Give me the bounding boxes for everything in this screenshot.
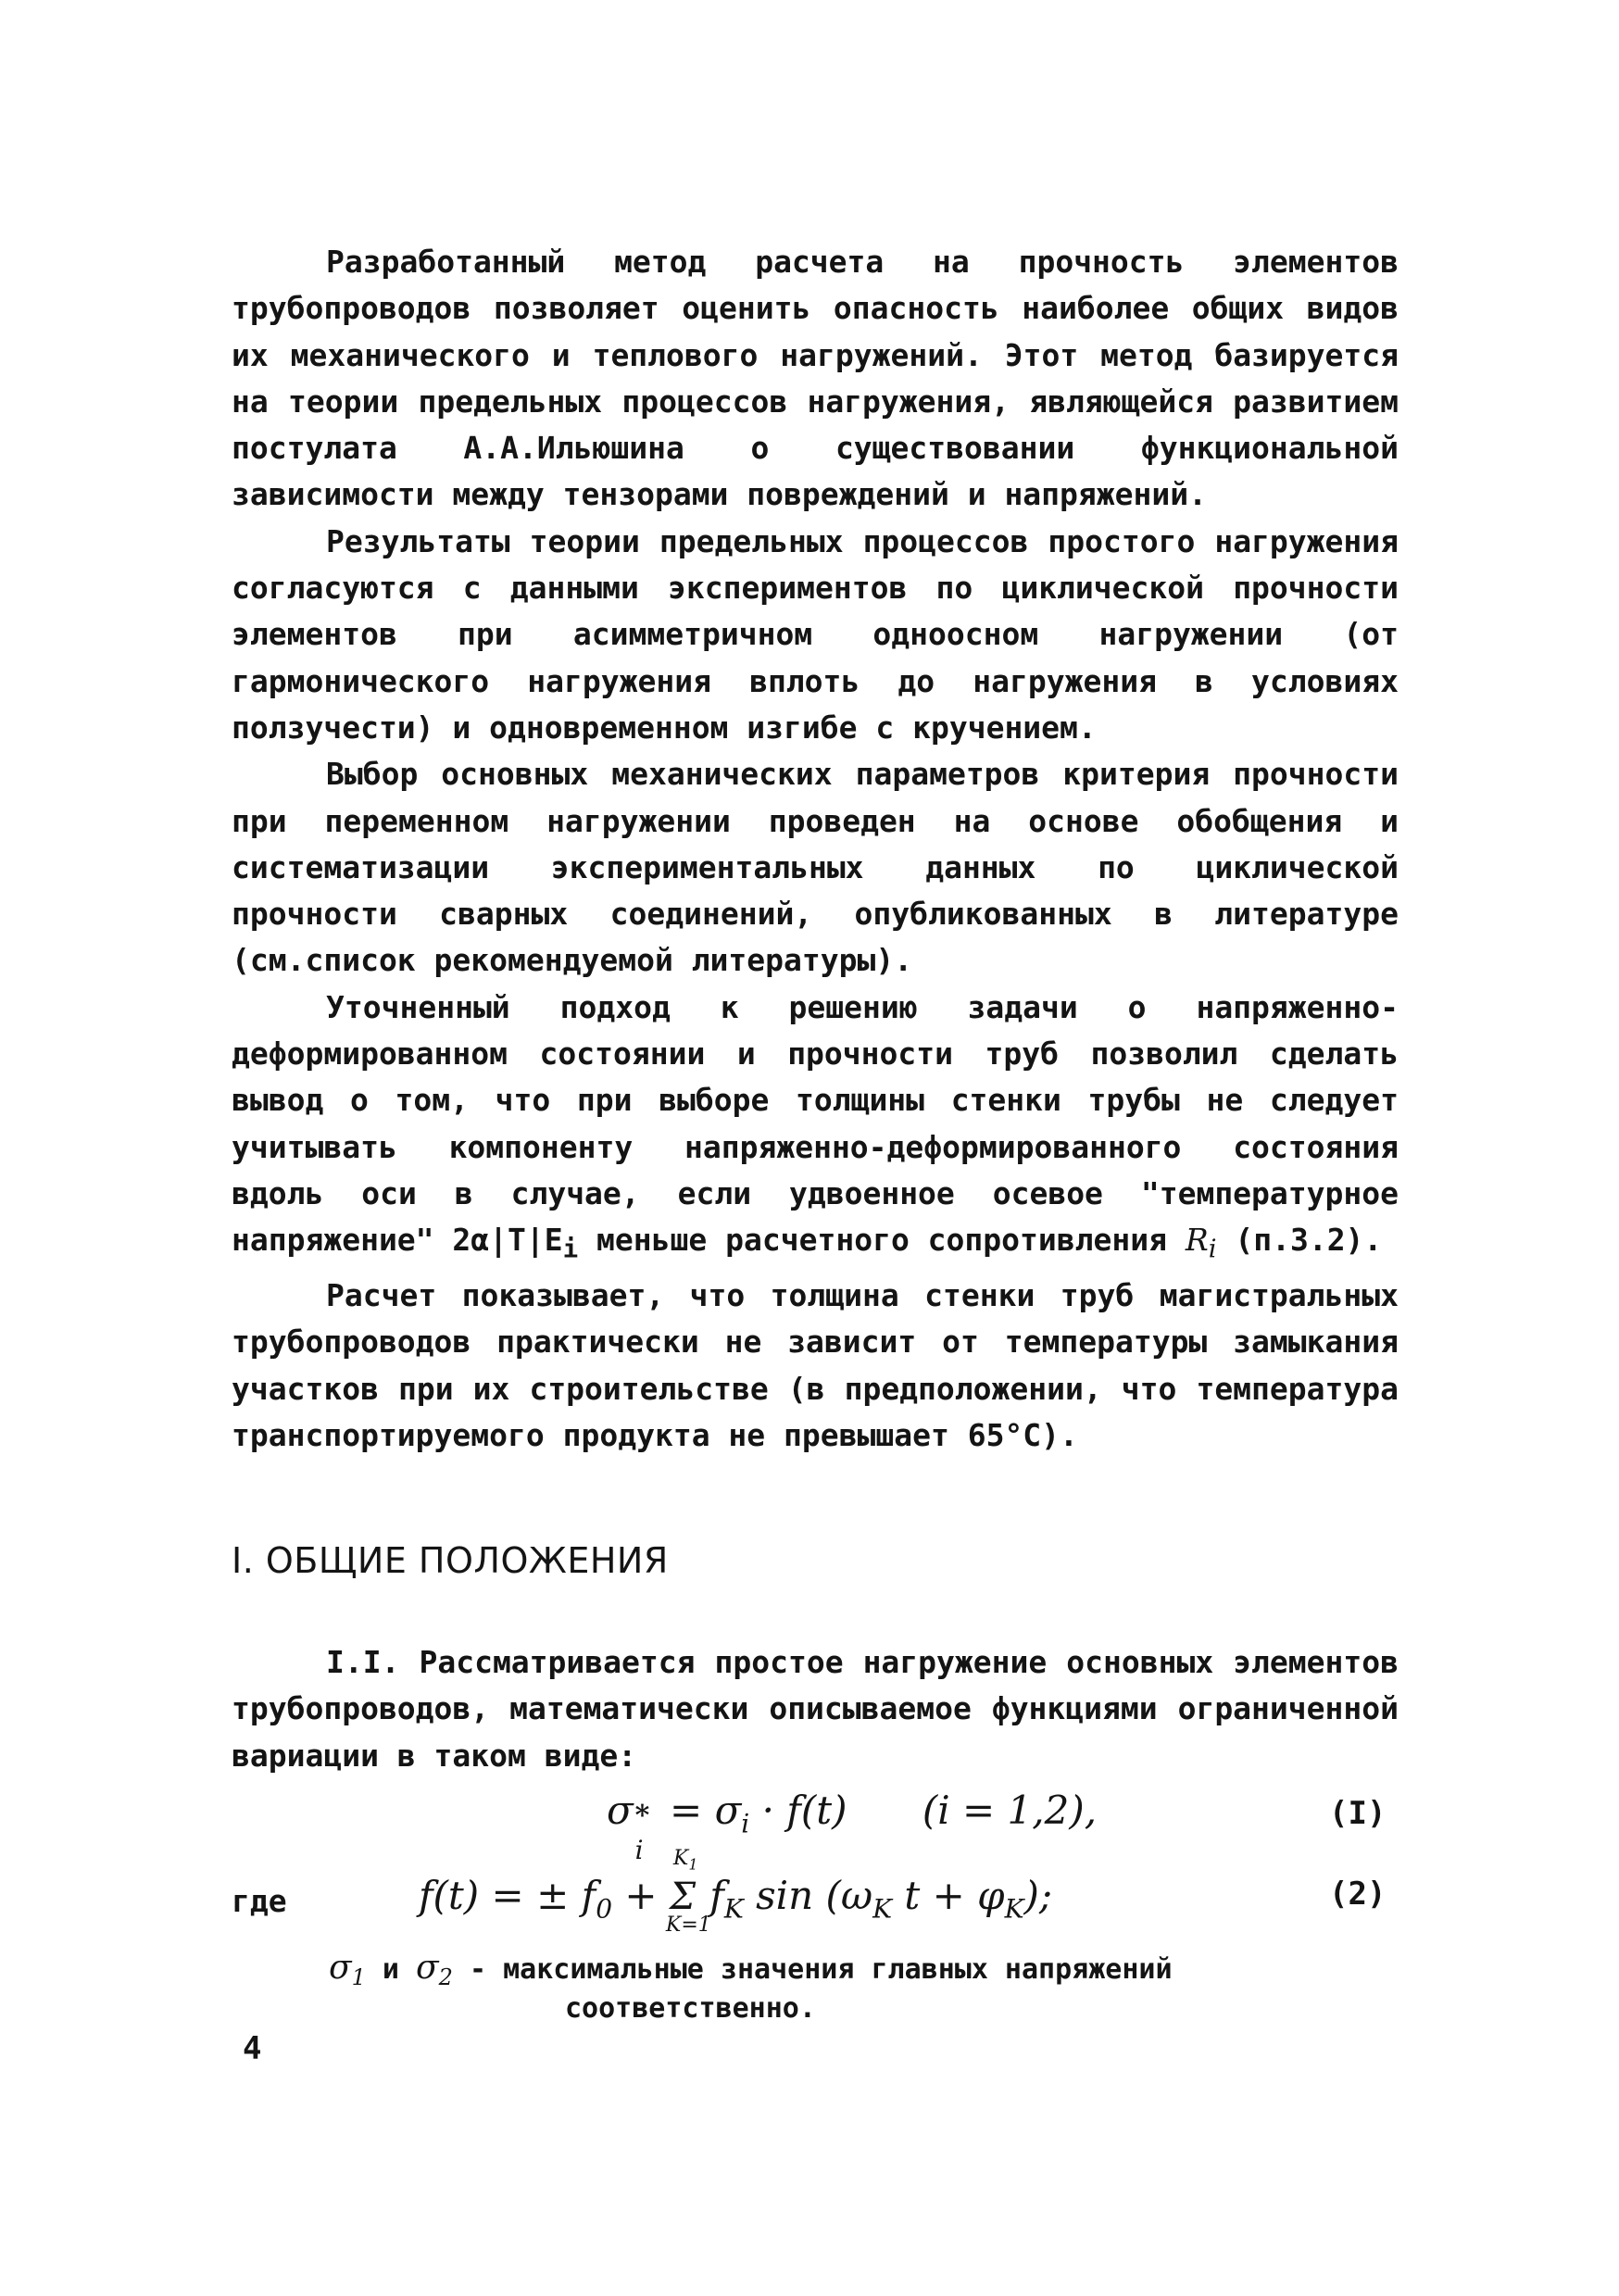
symbol-note [329,1949,1394,2025]
section-heading: I. ОБЩИЕ ПОЛОЖЕНИЯ [232,1540,669,1581]
sum-upper-limit: $K_1$ [672,1847,698,1874]
formula-1-lhs-index: i [634,1835,644,1865]
e-subscript: i [562,1234,579,1264]
formula-2-fk: f [697,1873,724,1918]
resistance-subscript: i [1208,1234,1217,1264]
formula-2-plus: + [612,1873,670,1918]
paragraph-refined-approach-text: Уточненный подход к решению задачи о напряженно-деформированном состоянии и прочности труб позволил сделать вывод о том, что при выборе толщины стенки трубы не следует учитывать компоненту напряженно-деформированного состояния вдоль оси в случае, если удвоенное осевое "температурное напряжение" 2α|T|E [232,988,1399,1259]
symbol-note-line-1 [329,1949,1394,1993]
formula-1-rhs-sigma: σ [714,1788,742,1833]
clause-1-1: I.I. Рассматривается простое нагружение основных элементов трубопроводов, математически описываемое функциями ограниченной вариации в таком виде: [232,1644,1399,1774]
formula-1-star: * [634,1800,650,1832]
sigma-2-symbol: σ [416,1949,439,1987]
intro-text [232,239,1399,1459]
formula-2 [419,1847,1053,1937]
formula-1-condition: (i = 1,2), [922,1788,1098,1833]
section-reference: (п.3.2). [1216,1222,1383,1259]
paragraph-parameters: Выбор основных механических параметров критерия прочности при переменном нагружении проведен на основе обобщения и систематизации экспериментальных данных по циклической прочности сварных соединений, опубликованных в литературе (см.список рекомендуемой литературы). [232,756,1399,979]
formula-2-lhs: f(t) = ± f [419,1873,596,1918]
paragraph-refined-approach [232,985,1399,1273]
equation-number-2: (2) [1329,1876,1387,1913]
paragraph-calculation: Расчет показывает, что толщина стенки труб магистральных трубопроводов практически не зависит от температуры замыкания участков при их строительстве (в предположении, что температура транспортируемого продукта не превышает 65°С). [232,1277,1399,1454]
formula-1-lhs-sigma: σ [607,1788,634,1833]
formula-2-t: t + φ [892,1873,1005,1918]
resistance-symbol: R [1185,1222,1209,1259]
formula-2-sin: sin (ω [743,1873,873,1918]
formula-2-omega-index: K [872,1893,893,1925]
sigma-2-index: 2 [438,1964,453,1990]
symbol-note-line-2: соответственно. [565,1992,816,2025]
formula-1-equals: = [657,1788,715,1833]
page-number: 4 [243,2030,262,2067]
sum-symbol: Σ [669,1876,697,1918]
sigma-1-symbol: σ [329,1949,352,1987]
formula-1-rhs-index: i [741,1808,750,1839]
sum-lower-limit: K=1 [665,1913,711,1937]
note-and: и [365,1953,417,1986]
note-text: - максимальные значения главных напряжений [452,1953,1173,1986]
formula-1-rhs: · f(t) [749,1788,847,1833]
sigma-1-index: 1 [351,1964,366,1990]
formula-2-phi-index: K [1004,1893,1024,1925]
paragraph-method: Разработанный метод расчета на прочность элементов трубопроводов позволяет оценить опасность наиболее общих видов их механического и теплового нагружений. Этот метод базируется на теории предельных процессов нагружения, являющейся развитием постулата А.А.Ильюшина о существовании функциональной зависимости между тензорами повреждений и напряжений. [232,244,1399,513]
formula-2-fk-index: K [723,1893,744,1925]
paragraph-results: Результаты теории предельных процессов простого нагружения согласуются с данными экспериментов по циклической прочности элементов при асимметричном одноосном нагружении (от гармонического нагружения вплоть до нагружения в условиях ползучести) и одновременном изгибе с кручением. [232,522,1399,746]
formula-2-end: ); [1023,1873,1053,1918]
equation-number-1: (I) [1329,1795,1387,1832]
clause-text [232,1639,1399,1779]
formula-2-f0-index: 0 [596,1893,613,1925]
where-label: где [232,1883,287,1919]
paragraph-refined-approach-tail: меньше расчетного сопротивления [578,1222,1186,1259]
